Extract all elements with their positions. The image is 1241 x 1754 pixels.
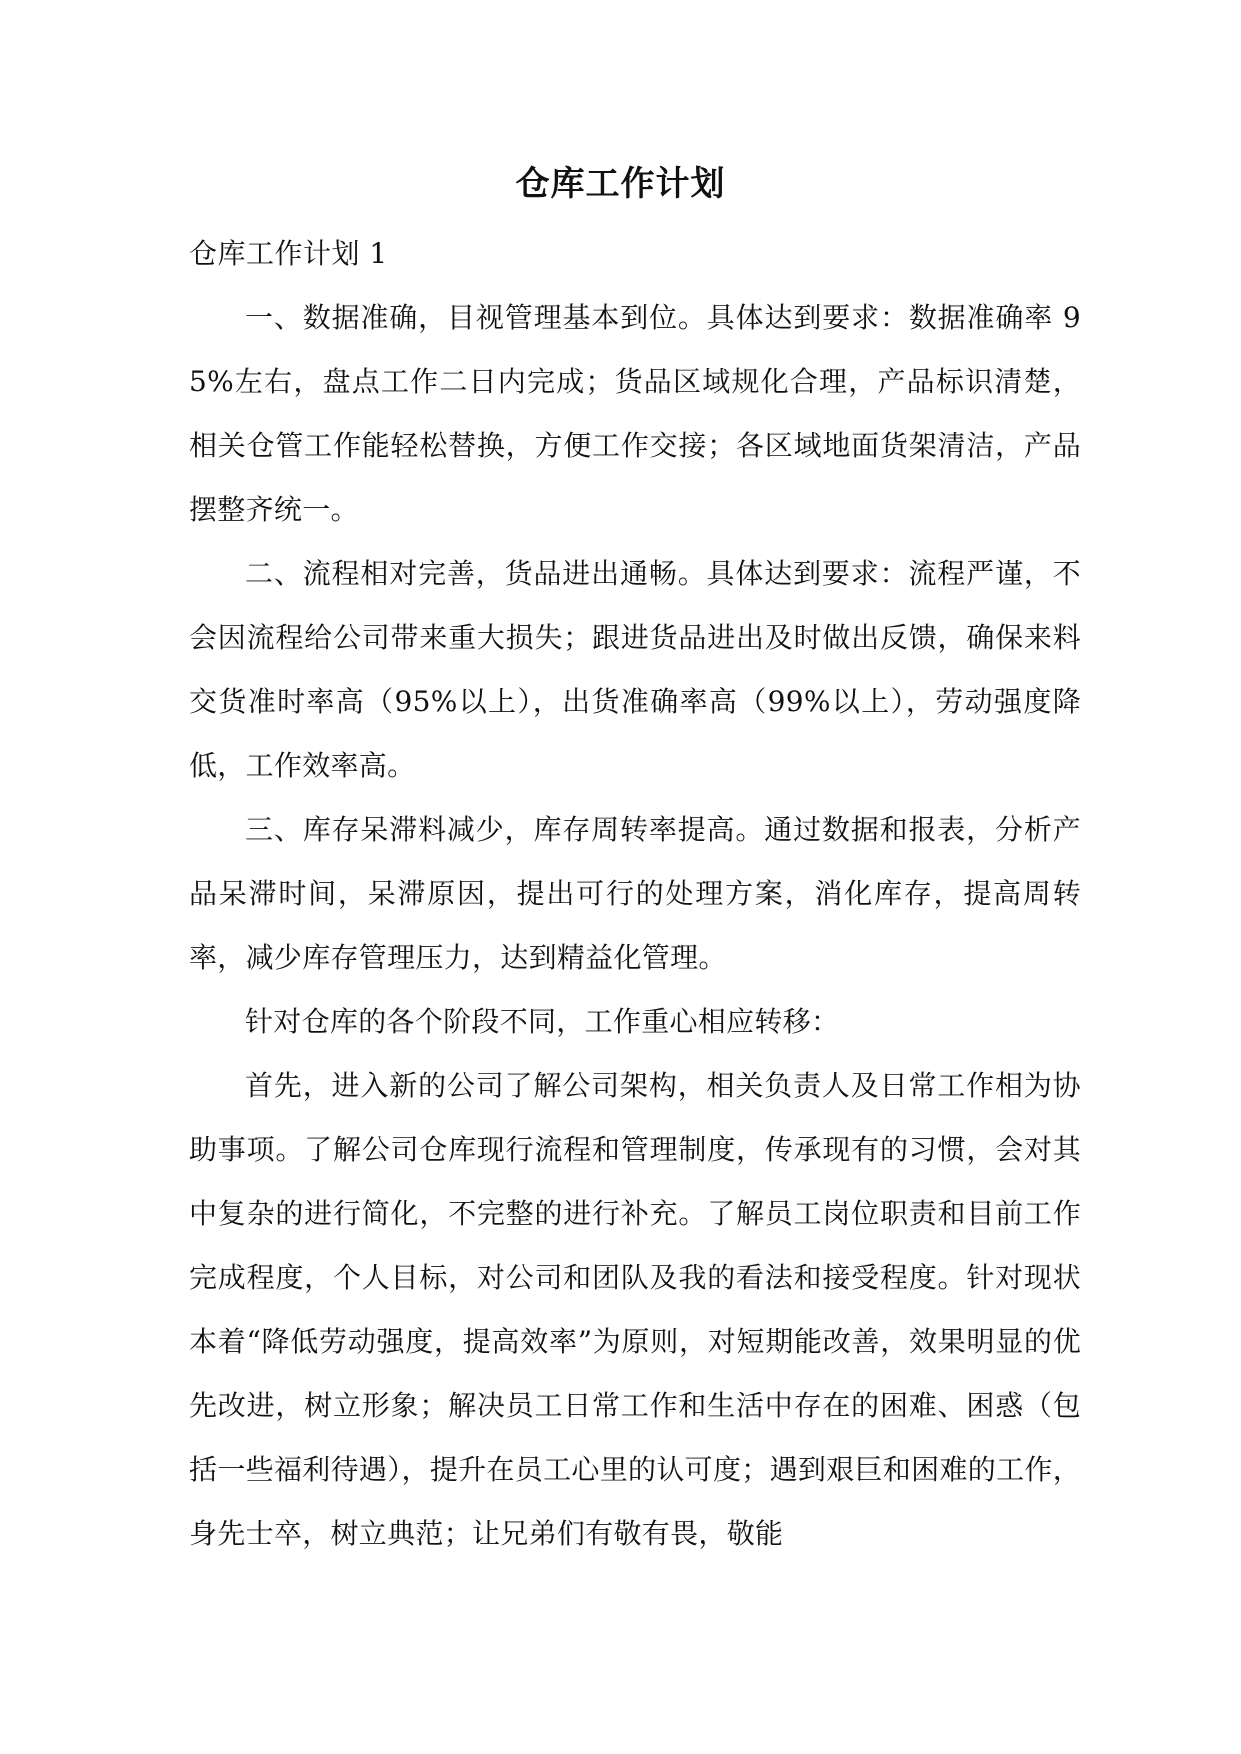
paragraph: 三、库存呆滞料减少，库存周转率提高。通过数据和报表，分析产品呆滞时间，呆滞原因，提出可行的处理方案，消化库存，提高周转率，减少库存管理压力，达到精益化管理。	[189, 813, 1081, 974]
paragraph: 一、数据准确，目视管理基本到位。具体达到要求：数据准确率 95%左右，盘点工作二日内完成；货品区域规化合理，产品标识清楚，相关仓管工作能轻松替换，方便工作交接；各区域地面货架清洁，产品摆整齐统一。	[189, 301, 1081, 526]
paragraph: 针对仓库的各个阶段不同，工作重心相应转移：	[245, 1005, 840, 1038]
paragraph: 首先，进入新的公司了解公司架构，相关负责人及日常工作相为协助事项。了解公司仓库现行流程和管理制度，传承现有的习惯，会对其中复杂的进行简化，不完整的进行补充。了解员工岗位职责和目前工作完成程度，个人目标，对公司和团队及我的看法和接受程度。针对现状本着“降低劳动强度，提高效率”为原则，对短期能改善，效果明显的优先改进，树立形象；解决员工日常工作和生活中存在的困难、困惑（包括一些福利待遇），提升在员工心里的认可度；遇到艰巨和困难的工作，身先士卒，树立典范；让兄弟们有敬有畏，敬能	[189, 1069, 1081, 1550]
document-body	[189, 286, 1081, 1566]
document-subtitle: 仓库工作计划 1	[189, 237, 388, 270]
document-title: 仓库工作计划	[515, 164, 726, 204]
paragraph: 二、流程相对完善，货品进出通畅。具体达到要求：流程严谨，不会因流程给公司带来重大损失；跟进货品进出及时做出反馈，确保来料交货准时率高（95%以上），出货准确率高（99%以上），劳动强度降低，工作效率高。	[189, 557, 1081, 782]
